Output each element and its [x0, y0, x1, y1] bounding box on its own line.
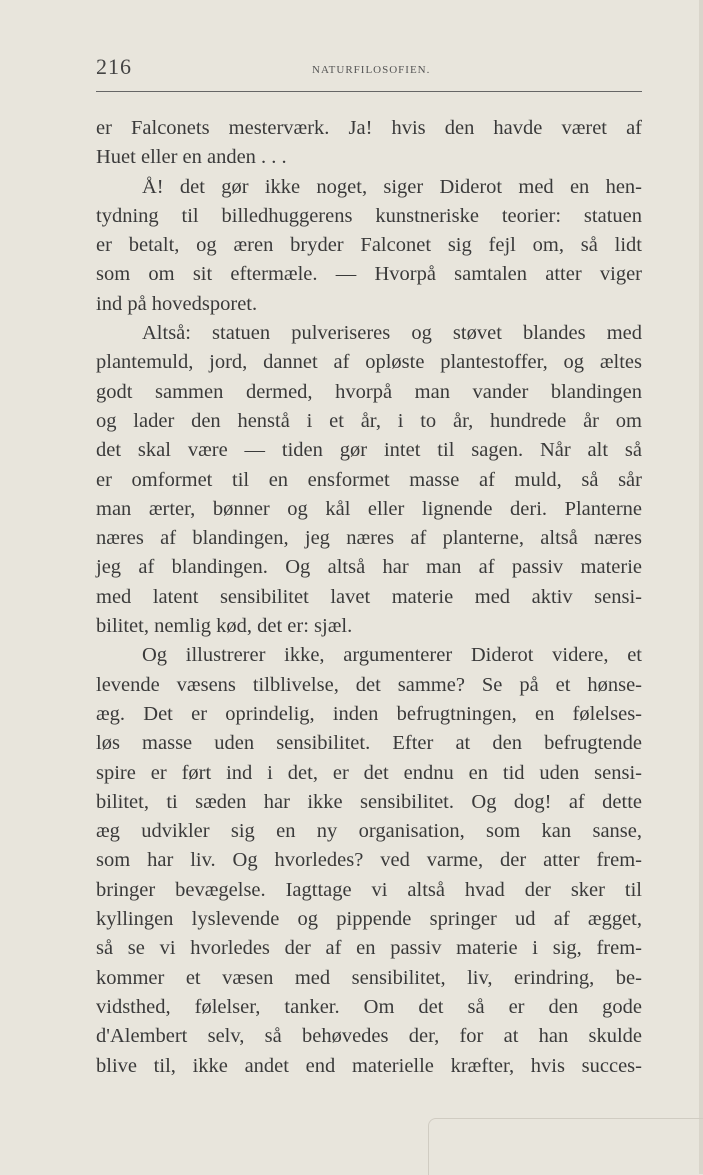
- text-line: bilitet, ti sæden har ikke sensibilitet. Og dog! af dette: [96, 790, 642, 813]
- text-line: levende væsens tilblivelse, det samme? Se på et hønse-: [96, 673, 642, 696]
- text-line: løs masse uden sensibilitet. Efter at den befrugtende: [96, 732, 642, 755]
- text-line: Og illustrerer ikke, argumenterer Diderot videre, et: [142, 644, 642, 667]
- text-line: med latent sensibilitet lavet materie med aktiv sensi-: [96, 585, 642, 608]
- text-line: Huet eller en anden . . .: [96, 146, 287, 169]
- text-line: så se vi hvorledes der af en passiv materie i sig, frem-: [96, 937, 642, 960]
- text-line: æg. Det er oprindelig, inden befrugtningen, en følelses-: [96, 702, 642, 725]
- page-number: 216: [96, 54, 132, 79]
- text-line: som om sit eftermæle. — Hvorpå samtalen atter viger: [96, 263, 642, 286]
- header-rule: [96, 91, 642, 92]
- text-line: er Falconets mesterværk. Ja! hvis den havde været af: [96, 117, 642, 139]
- text-line: er betalt, og æren bryder Falconet sig fejl om, så lidt: [96, 234, 642, 257]
- page-edge: [699, 0, 703, 1174]
- text-line: vidsthed, følelser, tanker. Om det så er den gode: [96, 995, 642, 1018]
- text-line: bilitet, nemlig kød, det er: sjæl.: [96, 615, 353, 638]
- text-line: næres af blandingen, jeg næres af planterne, altså næres: [96, 527, 642, 550]
- text-line: ind på hovedsporet.: [96, 292, 258, 315]
- text-line: spire er ført ind i det, er det endnu en tid uden sensi-: [96, 761, 642, 784]
- text-line: jeg af blandingen. Og altså har man af passiv materie: [96, 556, 642, 579]
- text-line: Å! det gør ikke noget, siger Diderot med en hen-: [142, 175, 642, 198]
- text-line: Altså: statuen pulveriseres og støvet blandes med: [142, 322, 642, 345]
- text-line: tydning til billedhuggerens kunstneriske teorier: statuen: [96, 204, 642, 227]
- text-line: som har liv. Og hvorledes? ved varme, der atter frem-: [96, 849, 642, 872]
- text-line: d'Alembert selv, så behøvedes der, for at han skulde: [96, 1025, 642, 1048]
- text-line: det skal være — tiden gør intet til sagen. Når alt så: [96, 439, 642, 462]
- text-line: plantemuld, jord, dannet af opløste plantestoffer, og æltes: [96, 351, 642, 374]
- running-title: NATURFILOSOFIEN.: [312, 64, 431, 76]
- text-line: bringer bevægelse. Iagttage vi altså hvad der sker til: [96, 878, 642, 901]
- text-line: kommer et væsen med sensibilitet, liv, erindring, be-: [96, 966, 642, 989]
- body-text: [96, 114, 642, 1081]
- text-line: æg udvikler sig en ny organisation, som kan sanse,: [96, 820, 642, 843]
- text-line: kyllingen lyslevende og pippende springer ud af ægget,: [96, 908, 642, 931]
- text-line: man ærter, bønner og kål eller lignende deri. Planterne: [96, 497, 642, 520]
- page-corner-mark: [428, 1118, 703, 1175]
- text-line: godt sammen dermed, hvorpå man vander blandingen: [96, 380, 642, 403]
- text-line: blive til, ikke andet end materielle kræfter, hvis succes-: [96, 1054, 642, 1077]
- text-line: er omformet til en ensformet masse af muld, så sår: [96, 468, 642, 491]
- page-header: [96, 50, 642, 90]
- text-line: og lader den henstå i et år, i to år, hundrede år om: [96, 409, 642, 432]
